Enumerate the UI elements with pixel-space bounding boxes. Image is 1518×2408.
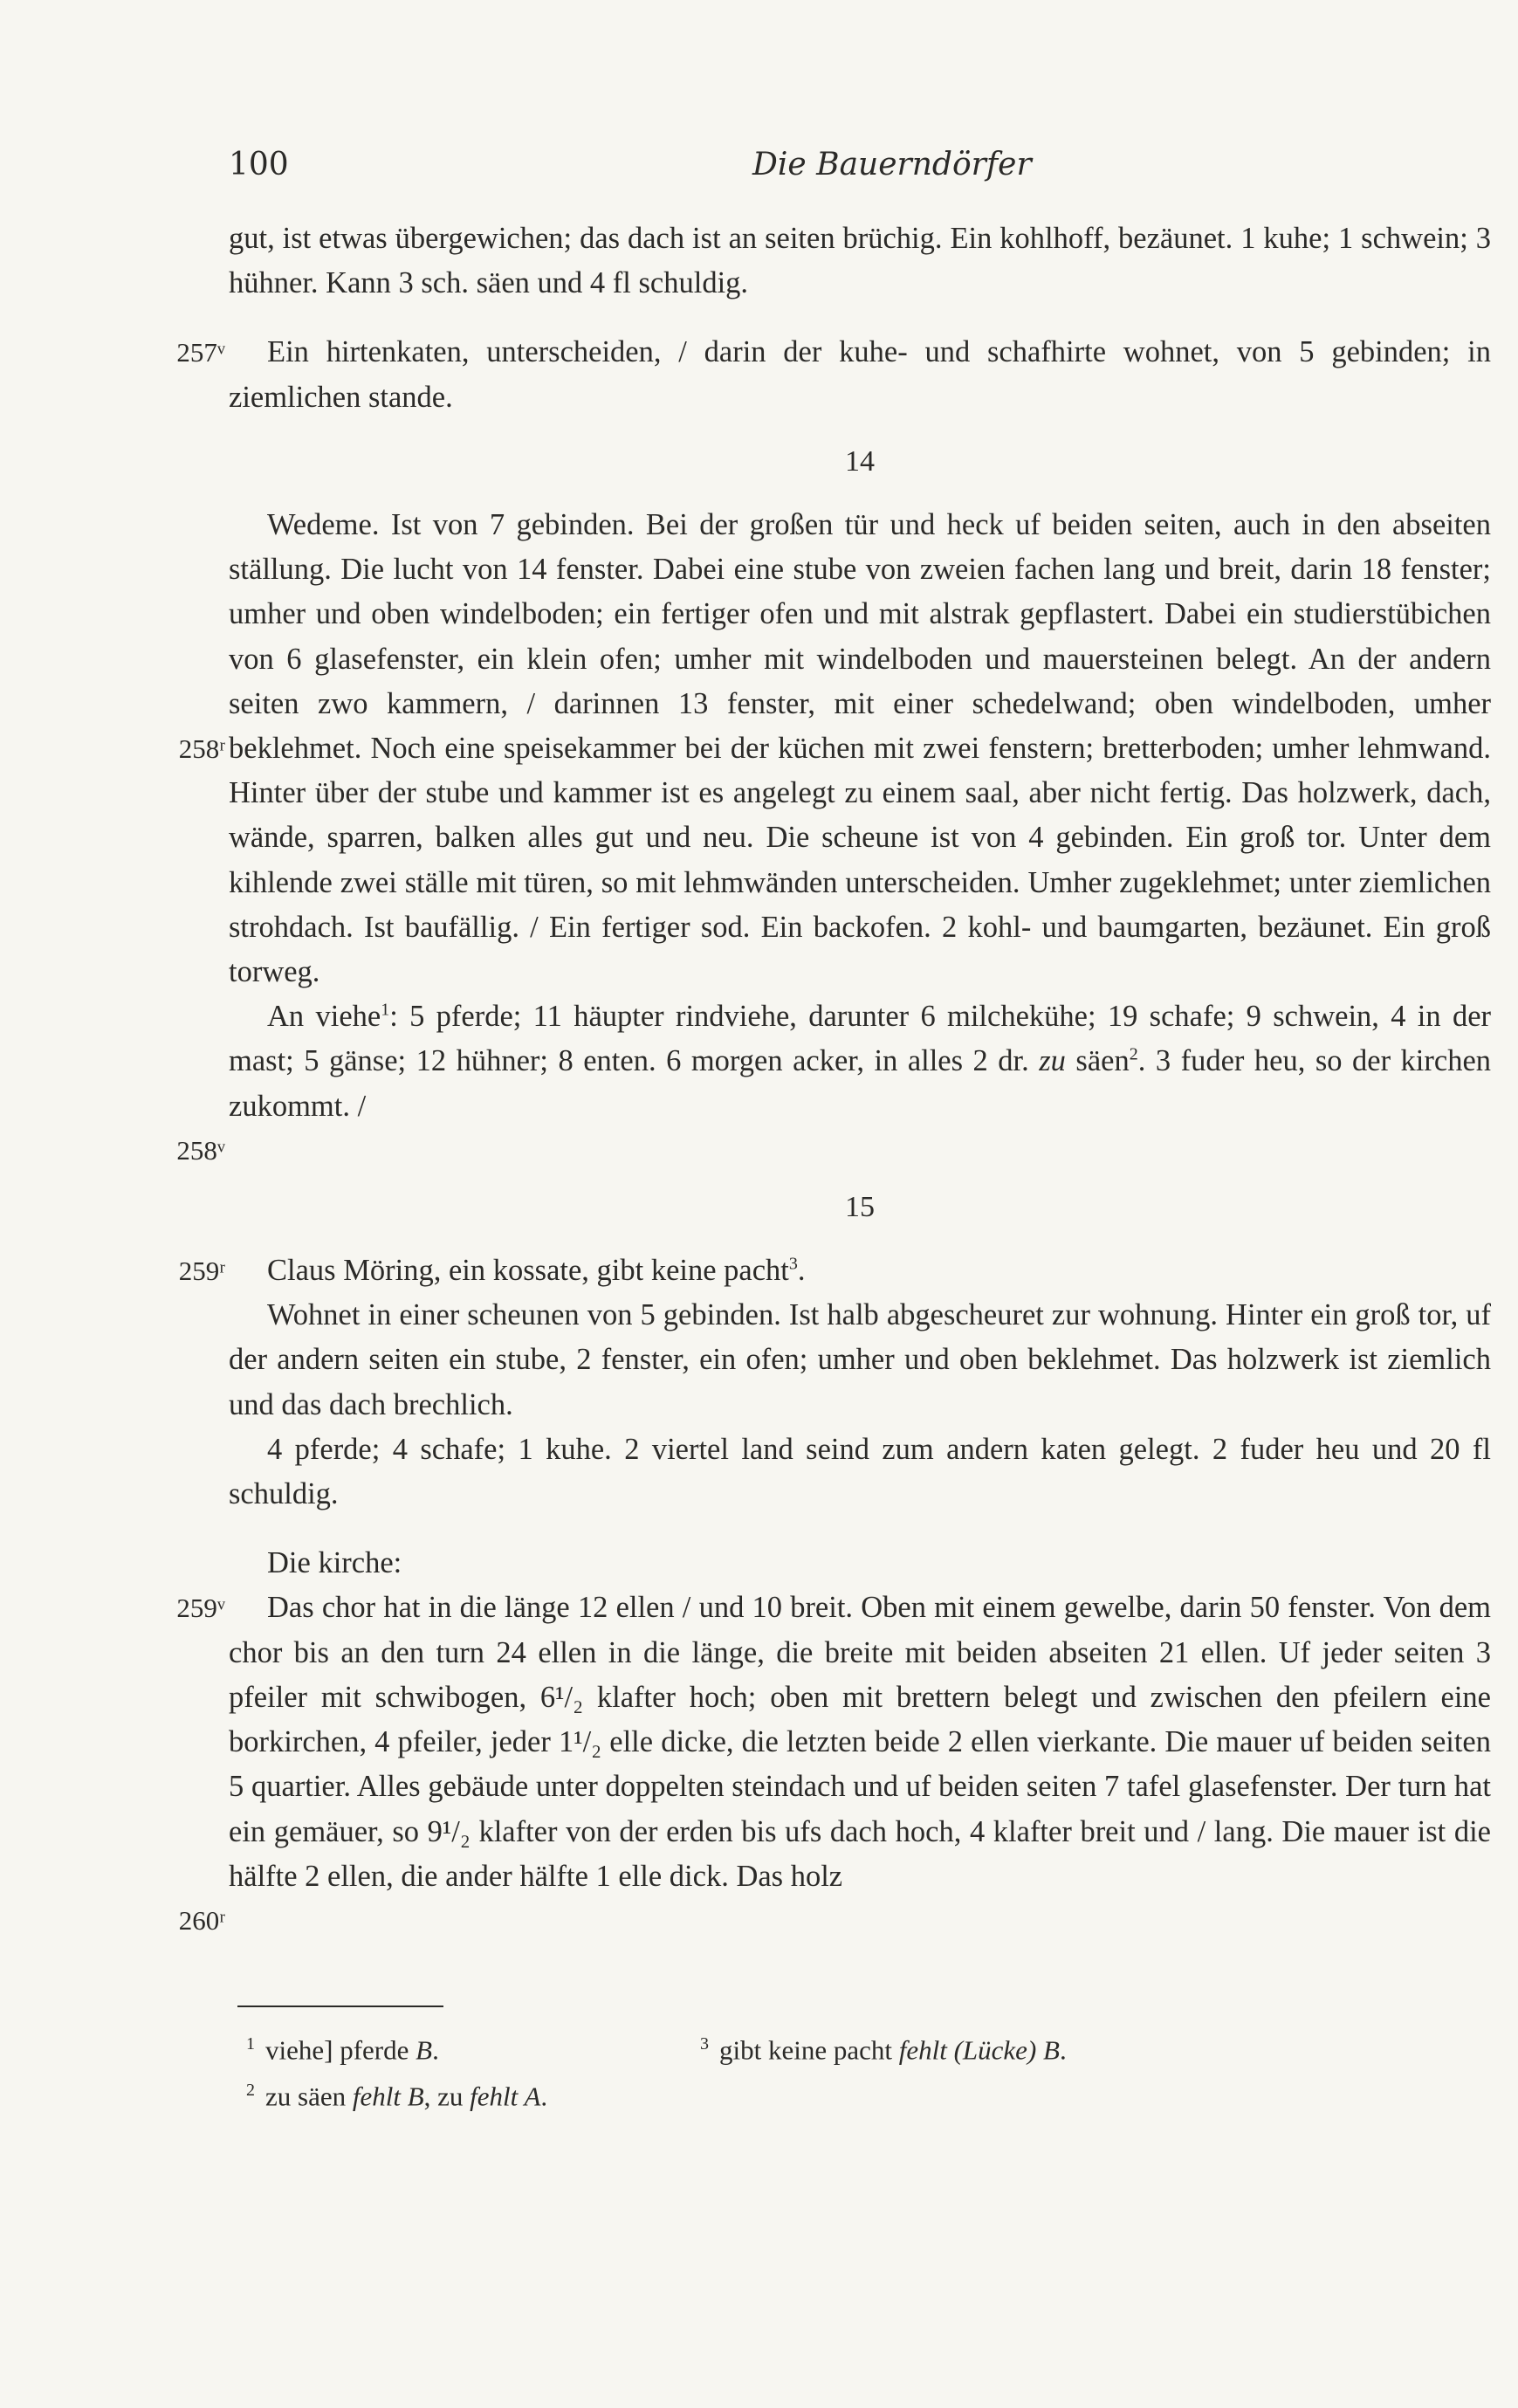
page-number: 100: [229, 147, 289, 182]
footnote-marker: 1: [381, 1000, 390, 1020]
folio-reference: 260ʳ: [178, 1905, 225, 1937]
section-number: 15: [845, 1190, 875, 1223]
footnote-column: [246, 2024, 683, 2117]
footnote: $^3$ gibt keine pacht fehlt (Lücke) B.: [700, 2034, 1067, 2066]
folio-reference: 257ᵛ: [176, 337, 225, 368]
section-number: 14: [845, 444, 875, 478]
paragraph: 4 pferde; 4 schafe; 1 kuhe. 2 viertel land seind zum andern katen gelegt. 2 fuder heu und 20 fl schuldig.: [229, 1432, 1491, 1511]
paragraph: 259ᵛ Das chor hat in die länge 12 ellen / und 10 breit. Oben mit einem gewelbe, darin 50 fenster. Von dem chor bis an den turn 24 ellen in die länge, die breite mit beiden abseiten 21 ellen. Uf jeder seiten 3 pfeiler mit schwibogen, 6¹/₂ klafter hoch; oben mit brettern belegt und zwischen den pfeilern eine borkirchen, 4 pfeiler, jeder 1¹/₂ elle dicke, die letzten beide 2 ellen vierkante. Die mauer uf beiden seiten 5 quartier. Alles gebäude unter doppelten steindach und uf beiden seiten 7 tafel glasefenster. Der turn hat ein gemäuer, so 9¹/₂ klafter von der erden bis ufs dach hoch, 4 klafter 260ʳ breit und / lang. Die mauer ist die hälfte 2 ellen, die ander hälfte 1 elle dick. Das holz: [229, 1586, 1491, 1898]
folio-reference: 258ʳ: [178, 733, 225, 765]
footnote: $^1$ viehe] pferde B.: [246, 2034, 439, 2066]
main-text: [176, 217, 1492, 1937]
footnote-marker: 2: [1129, 1044, 1138, 1064]
paragraph: Die kirche:: [267, 1546, 402, 1580]
footnote-column: [700, 2024, 1311, 2070]
running-title: Die Bauerndörfer: [752, 147, 1032, 182]
running-head: [229, 147, 1494, 199]
folio-reference: 259ᵛ: [176, 1593, 225, 1624]
footnote-rule: [237, 2006, 443, 2007]
paragraph: 259ʳ Claus Möring, ein kossate, gibt keine pacht$^3$.: [229, 1249, 1491, 1293]
paragraph: Wohnet in einer scheunen von 5 gebinden. Ist halb abgescheuret zur wohnung. Hinter ein groß tor, uf der andern seiten ein stube, 2 fenster, ein ofen; umher und oben beklehmet. Das holzwerk ist ziemlich und das dach brechlich.: [229, 1298, 1491, 1421]
folio-reference: 258ᵛ: [176, 1135, 225, 1166]
paragraph: 257ᵛ Ein hirtenkaten, unterscheiden, / darin der kuhe- und schafhirte wohnet, von 5 gebinden; in ziemlichen stande.: [229, 330, 1491, 419]
folio-reference: 259ʳ: [178, 1256, 225, 1287]
paragraph: An viehe$^1$: 5 pferde; 11 häupter rindviehe, darunter 6 milchekühe; 19 schafe; 9 schwein, 4 in der mast; 5 gänse; 12 hühner; 8 enten. 6 morgen acker, in alles 2 dr. zu säen$^2$. 3 fuder heu, so der kirchen zukommt. /: [229, 1000, 1492, 1123]
paragraph: gut, ist etwas übergewichen; das dach ist an seiten brüchig. Ein kohlhoff, bezäunet. 1 kuhe; 1 schwein; 3 hühner. Kann 3 sch. säen und 4 fl schuldig.: [229, 222, 1491, 300]
footnote-marker: 3: [788, 1254, 798, 1274]
paragraph: Wedeme. Ist von 7 gebinden. Bei der großen tür und heck uf beiden seiten, auch in den abseiten ställung. Die lucht von 14 fenster. Dabei eine stube von zweien fachen lang und breit, darin 18 fenster; umher und oben windelboden; ein fertiger ofen und mit alstrak gepflastert. Dabei ein studierstübichen von 6 glasefenster, ein klein ofen; umher mit windelboden und mauersteinen belegt. An der andern seiten 258ʳ zwo kammern, / darinnen 13 fenster, mit einer schedelwand; oben windelboden, umher beklehmet. Noch eine speisekammer bei der küchen mit zwei fenstern; bretterboden; umher lehmwand. Hinter über der stube und kammer ist es angelegt zu einem saal, aber nicht fertig. Das holzwerk, dach, wände, sparren, balken alles gut und neu. Die scheune ist von 4 gebinden. Ein groß tor. Unter dem kihlende zwei ställe mit türen, so mit lehmwänden unterscheiden. Umher zugeklehmet; unter 258ᵛ ziemlichen strohdach. Ist baufällig. / Ein fertiger sod. Ein backofen. 2 kohl- und baumgarten, bezäunet. Ein groß torweg.: [229, 503, 1491, 994]
footnote: $^2$ zu säen fehlt B, zu fehlt A.: [246, 2081, 548, 2112]
